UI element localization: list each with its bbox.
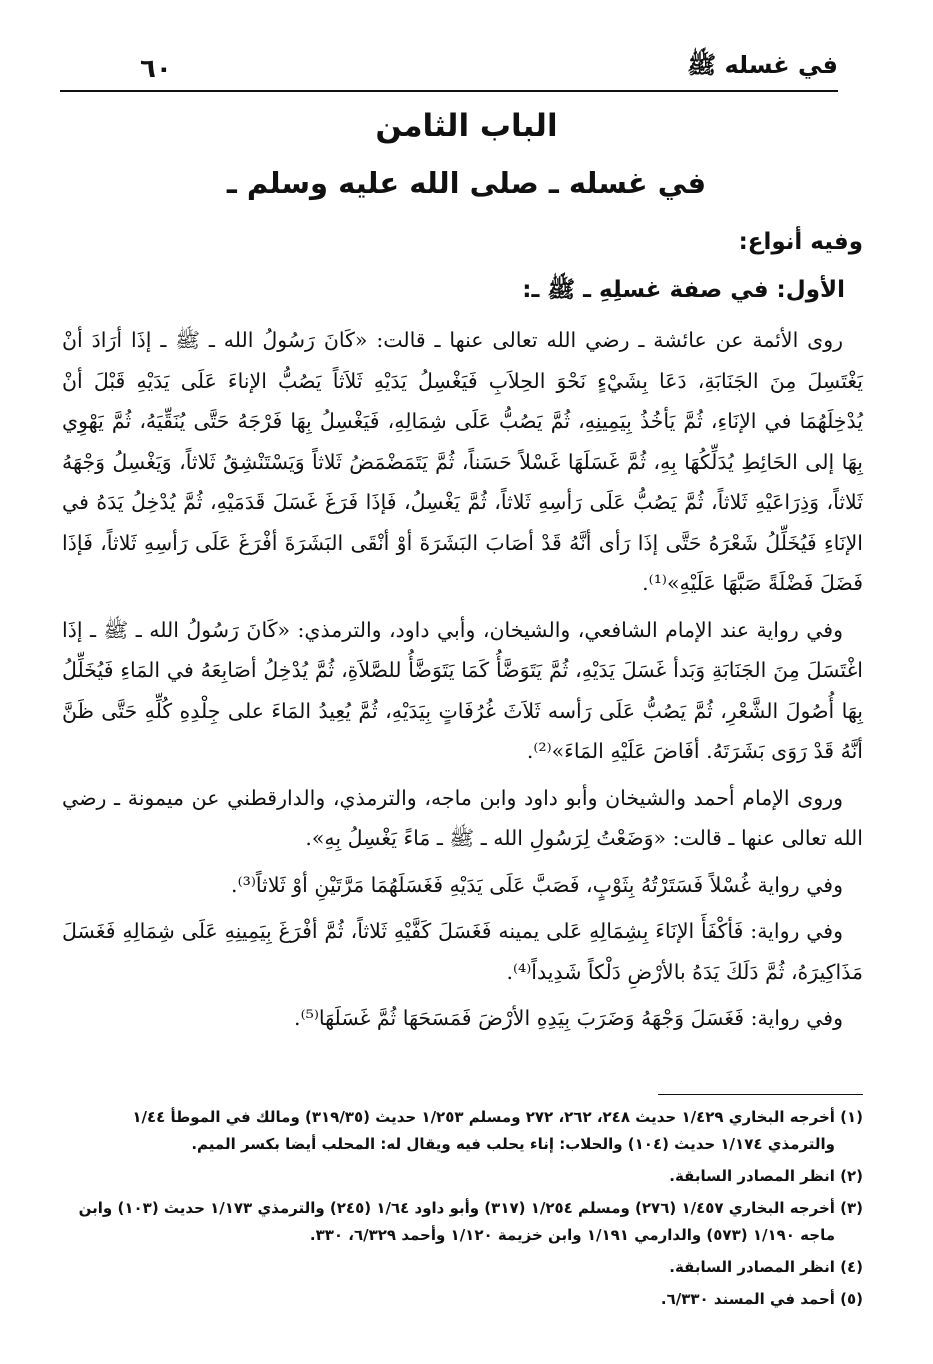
footnote: (٤) انظر المصادر السابقة. xyxy=(669,1258,863,1276)
chapter-title: الباب الثامن xyxy=(375,108,558,144)
chapter-subtitle: في غسله ـ صلى الله عليه وسلم ـ xyxy=(226,166,707,200)
footnotes xyxy=(62,1104,863,1318)
paragraph: وروى الإمام أحمد والشيخان وأبو داود وابن ماجه، والترمذي، والدارقطني عن ميمونة ـ رضي الله تعالى عنها ـ قالت: «وَضَعْتُ لِرَسُولِ الله ـ ﷺ ـ مَاءً يَغْسِلُ بِهِ». xyxy=(62,785,863,850)
paragraph: وفي رواية: فَغَسَلَ وَجْهَهُ وَضَرَبَ بِيَدِهِ الأرْضَ فَمَسَحَهَا ثُمَّ غَسَلَهَا⁽⁵⁾. xyxy=(294,1006,843,1030)
paragraph: وفي رواية عند الإمام الشافعي، والشيخان، وأبي داود، والترمذي: «كَانَ رَسُولُ الله ـ ﷺ ـ إذَا اغْتَسَلَ مِنَ الجَنَابَةِ وَبَدأ غَسَلَ يَدَيْهِ، ثُمَّ يَتَوَضَّأُ كَمَا يَتَوَضَّأُ للصَّلاَةِ، ثُمَّ يُدْخِلُ أصَابِعَهُ في المَاءِ فَيُخَلِّلُ بِهَا أُصُولَ الشَّعْرِ، ثُمَّ يَصُبُّ عَلَى رَأسه ثَلاَثَ غُرُفَاتٍ بِيَدَيْهِ، ثُمَّ يُعِيدُ المَاءَ على جِلْدِهِ كُلِّهِ حَتَّى ظَنَّ أنَّهُ قَدْ رَوَى بَشَرَتَهُ. أفَاضَ عَلَيْهِ المَاءَ»⁽²⁾. xyxy=(62,617,863,763)
running-header xyxy=(60,40,838,92)
subsection-heading: الأول: في صفة غسلِهِ ـ ﷺ ـ: xyxy=(522,277,845,303)
footnote: (١) أخرجه البخاري ١/٤٢٩ حديث ٢٤٨، ٢٦٢، ٢٧٢ ومسلم ١/٢٥٣ حديث (٣١٩/٣٥) ومالك في الموطأ ١/٤٤ والترمذي ١/١٧٤ حديث (١٠٤) والحلاب: إناء يحلب فيه ويقال له: المحلب أيضا بكسر الميم. xyxy=(132,1108,863,1153)
footnote-separator xyxy=(658,1094,863,1095)
main-text xyxy=(62,222,863,1045)
paragraph: وفي رواية غُسْلاً فَسَتَرْتُهُ بِثَوْبٍ، فَصَبَّ عَلَى يَدَيْهِ فَغَسَلَهُمَا مَرَّتَيْنِ أوْ ثَلاثاً⁽³⁾. xyxy=(231,872,843,897)
paragraph: وفي رواية: فَأكْفَأَ الإنَاءَ بِشِمَالِهِ عَلى يمينه فَغَسَلَ كَفَّيْهِ ثَلاثاً، ثُمَّ أفْرَغَ بِيَمِينِهِ عَلَى شِمَالِهِ فَغَسَلَ مَذَاكِيرَهُ، ثُمَّ دَلَكَ يَدَهُ بالأرْضِ دَلْكاً شَدِيداً⁽⁴⁾. xyxy=(62,919,863,984)
footnote: (٥) أحمد في المسند ٦/٣٣٠. xyxy=(660,1290,863,1308)
footnote: (٣) أخرجه البخاري ١/٤٥٧ (٢٧٦) ومسلم ١/٢٥٤ (٣١٧) وأبو داود ١/٦٤ (٢٤٥) والترمذي ١/١٧٣ حديث (١٠٣) وابن ماجه ١/١٩٠ (٥٧٣) والدارمي ١/١٩١ وابن خزيمة ١/١٢٠ وأحمد ٦/٣٢٩، ٣٣٠. xyxy=(78,1199,863,1244)
running-title: في غسله ﷺ xyxy=(687,51,838,79)
page-number: ٦٠ xyxy=(140,54,172,84)
section-heading: وفيه أنواع: xyxy=(738,229,863,255)
paragraph: روى الأئمة عن عائشة ـ رضي الله تعالى عنها ـ قالت: «كَانَ رَسُولُ الله ـ ﷺ ـ إذَا أرَادَ أنْ يَغْتَسِلَ مِنَ الجَنَابَةِ، دَعَا بِشَيْءٍ نَحْوَ الحِلاَبِ فَيَغْسِلُ يَدَيْهِ ثَلاَثاً يَصُبُّ الإناءَ عَلَى يَدَيْهِ قَبْلَ أنْ يُدْخِلَهُمَا في الإنَاءِ، ثُمَّ يَأخُذُ بِيَمِينِهِ، ثُمَّ يَصُبُّ عَلَى شِمَالِهِ، فَيَغْسِلُ بِهَا فَرْجَهُ حَتَّى يُنَقِّيَهُ، ثُمَّ يَهْوِي بِهَا إلى الحَائِطِ يُدَلِّكُهَا بِهِ، ثُمَّ غَسَلَهَا غَسْلاً حَسَناً، ثُمَّ يَتَمَضْمَضُ ثَلاثاً وَيَسْتَنْشِقُ ثَلاثاً، وَيَغْسِلُ وَجْهَهُ ثَلاثاً، وَذِرَاعَيْهِ ثَلاثاً، ثُمَّ يَصُبُّ عَلَى رَأسِهِ ثَلاثاً، ثُمَّ يَغْسِلُ، فَإذَا فَرَغَ غَسَلَ قَدَمَيْهِ، ثُمَّ يُدْخِلُ يَدَهُ في الإنَاءِ فَيُخَلِّلُ شَعْرَهُ حَتَّى إذَا رَأى أنَّهُ قَدْ أصَابَ البَشَرَةَ أوْ أنْقَى البَشَرَةَ أفْرَغَ عَلَى رَأسِهِ ثَلاثاً، فَإذَا فَضَلَ فَضْلَةً صَبَّهَا عَلَيْهِ»⁽¹⁾. xyxy=(62,328,863,595)
footnote: (٢) انظر المصادر السابقة. xyxy=(669,1167,863,1185)
